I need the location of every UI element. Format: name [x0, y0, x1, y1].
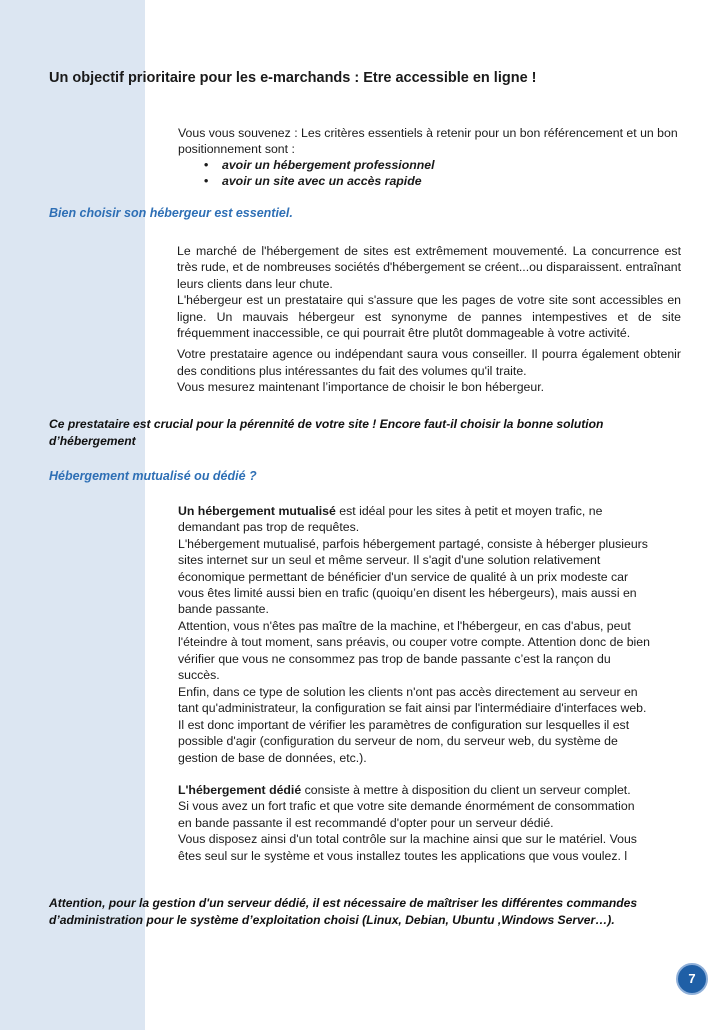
paragraph: Attention, vous n'êtes pas maître de la machine, et l'hébergeur, en cas d'abus, peut l'éteindre à tout moment, sans préavis, ou couper votre compte. Attention donc de bien vérifier que vous ne consommez pas trop de bande passante c’est la rançon du succès. [178, 618, 650, 683]
paragraph: Le marché de l'hébergement de sites est extrêmement mouvementé. La concurrence est très rude, et de nombreuses sociétés d'hébergement se créent...ou disparaissent. entraînant leurs clients dans leur chute. [177, 244, 681, 291]
section-heading-shared-or-dedicated: Hébergement mutualisé ou dédié ? [49, 469, 257, 483]
paragraph: L'hébergeur est un prestataire qui s'assure que les pages de votre site sont accessibles en ligne. Un mauvais hébergeur est synonyme de pannes intempestives et de site fréquemment inaccessible, ce qui pourrait être plutôt dommageable à votre activité. [177, 293, 681, 341]
section-heading-choose-host: Bien choisir son hébergeur est essentiel. [49, 206, 293, 220]
term-shared-hosting: Un hébergement mutualisé [178, 504, 336, 518]
paragraph: Votre prestataire agence ou indépendant saura vous conseiller. Il pourra également obtenir des conditions plus intéressantes du fait des volumes qu'il traite. [177, 347, 681, 378]
shared-hosting-admin: Enfin, dans ce type de solution les clients n'ont pas accès directement au serveur en tant qu'administrateur, la configuration se fait ainsi par l'intermédiaire d'interfaces web. Il est donc important de vérifier les paramètres de configuration sur lesquelles il est possible d'agir (configuration du serveur de nom, du serveur web, du système de gestion de base de données, etc.). [178, 685, 647, 765]
bullet-icon: • [204, 174, 209, 189]
paragraph: L'hébergement dédié consiste à mettre à disposition du client un serveur complet. [178, 783, 631, 797]
paragraph: Vous mesurez maintenant l’importance de choisir le bon hébergeur. [177, 380, 545, 395]
intro-bullet-list [200, 157, 435, 190]
paragraph: Si vous avez un fort trafic et que votre site demande énormément de consommation en bande passante il est recommandé d'opter pour un serveur dédié. [178, 799, 635, 830]
section1-body [177, 243, 681, 396]
page-number-badge: 7 [676, 963, 708, 995]
final-note: Attention, pour la gestion d'un serveur dédié, il est nécessaire de maîtriser les différentes commandes d’administration pour le système d’exploitation choisi (Linux, Debian, Ubuntu ,Windows Server…). [49, 896, 638, 927]
section1-conclusion: Ce prestataire est crucial pour la pérennité de votre site ! Encore faut-il choisir la bonne solution d’hébergement [49, 417, 604, 448]
bullet-icon: • [204, 158, 209, 172]
paragraph: Vous disposez ainsi d'un total contrôle sur la machine ainsi que sur le matériel. Vous êtes seul sur le système et vous installez toutes les applications que vous voulez. l [178, 832, 637, 863]
page-title: Un objectif prioritaire pour les e-marchands : Etre accessible en ligne ! [49, 70, 537, 86]
bullet-item: • avoir un hébergement professionnel [204, 158, 435, 172]
paragraph: Un hébergement mutualisé est idéal pour les sites à petit et moyen trafic, ne demandant pas trop de requêtes. [178, 504, 603, 535]
term-dedicated-hosting: L'hébergement dédié [178, 783, 302, 797]
bullet-item: • avoir un site avec un accès rapide [204, 174, 422, 189]
shared-hosting-block [178, 503, 650, 683]
intro-text: Vous vous souvenez : Les critères essentiels à retenir pour un bon référencement et un bon positionnement sont : [178, 126, 678, 157]
dedicated-hosting-block [178, 782, 650, 864]
paragraph: L'hébergement mutualisé, parfois hébergement partagé, consiste à héberger plusieurs sites internet sur un seul et même serveur. Il s'agit d'une solution relativement économique permettant de bénéficier d'un service de qualité à un prix modeste car vous êtes limité aussi bien en trafic (quoiqu’en disent les hébergeurs), mais aussi en bande passante. [178, 536, 648, 617]
